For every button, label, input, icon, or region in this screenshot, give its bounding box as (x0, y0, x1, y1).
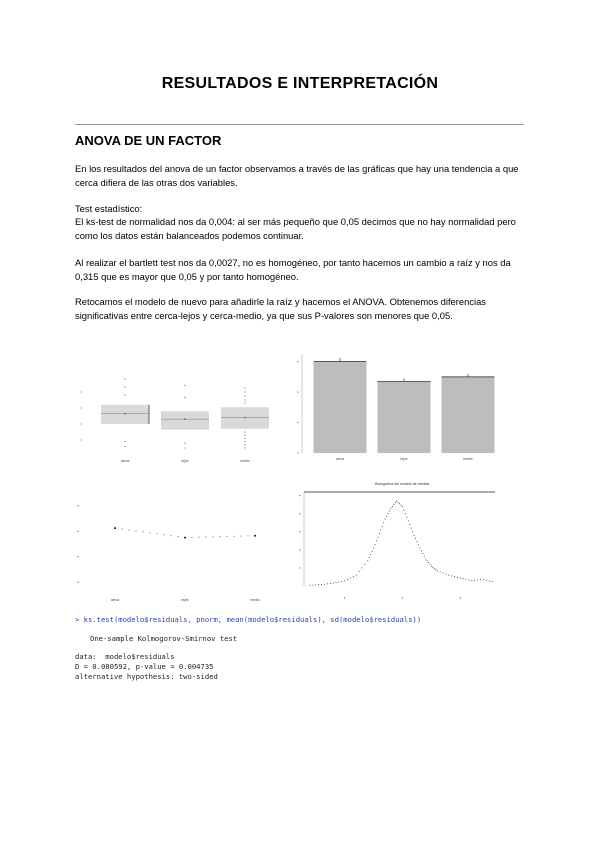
density-dot (369, 557, 370, 558)
test-label: Test estadístico: (75, 203, 143, 214)
bar-medio (442, 377, 495, 453)
bar-chart-figure (288, 350, 508, 475)
outlier-point (244, 395, 245, 396)
y-tick-mark (297, 361, 298, 362)
box-lejos (161, 411, 209, 429)
trend-dot (178, 536, 179, 537)
console-command: > ks.test(modelo$residuals, pnorm, mean(modelo$residuals), sd(modelo$residuals)) (75, 615, 422, 624)
density-dot (379, 533, 380, 534)
mean-point-cerca (124, 413, 126, 415)
section-heading: ANOVA DE UN FACTOR (75, 133, 222, 148)
density-dot (434, 568, 435, 569)
trend-dot (199, 537, 200, 538)
density-dot (419, 548, 420, 549)
means-plot-figure (75, 487, 285, 612)
density-dot (356, 575, 357, 576)
outlier-point (124, 395, 125, 396)
density-dot (477, 580, 478, 581)
x-tick-cerca: cerca (120, 459, 130, 463)
density-dot (392, 506, 393, 507)
density-dot (429, 564, 430, 565)
y-tick-mark (299, 513, 300, 514)
x-tick-lejos: lejos (400, 457, 408, 461)
density-dot (399, 503, 400, 504)
x-tick-medio: medio (250, 598, 260, 602)
density-dot (409, 524, 410, 525)
outlier-point (124, 441, 125, 442)
density-dot (386, 516, 387, 517)
density-dot (422, 553, 423, 554)
outlier-point (244, 399, 245, 400)
density-dot (466, 579, 467, 580)
density-dot (424, 556, 425, 557)
density-dot (398, 502, 399, 503)
density-dot (373, 548, 374, 549)
density-dot (327, 583, 328, 584)
outlier-point (244, 441, 245, 442)
x-tick-lejos: lejos (181, 459, 189, 463)
boxplot-figure (75, 358, 285, 478)
x-tick-mark (344, 597, 345, 598)
density-dot (376, 540, 377, 541)
bar-lejos (378, 381, 431, 453)
y-tick-mark (299, 495, 300, 496)
outlier-point (124, 387, 125, 388)
density-dot (401, 505, 402, 506)
trend-dot (241, 536, 242, 537)
density-dot (350, 578, 351, 579)
y-tick-mark (297, 452, 298, 453)
density-dot (408, 520, 409, 521)
outlier-point (124, 379, 125, 380)
trend-dot (171, 535, 172, 536)
density-dot (457, 577, 458, 578)
density-dot (390, 508, 391, 509)
outlier-point (124, 446, 125, 447)
y-tick-mark (77, 505, 78, 506)
trend-dot (164, 534, 165, 535)
ks-test-paragraph: El ks-test de normalidad nos da 0,004: al ser más pequeño que 0,05 decimos que no hay normalidad pero como los datos están balanceados podemos continuar. (75, 216, 516, 241)
trend-dot (213, 536, 214, 537)
density-dot (411, 528, 412, 529)
density-dot (463, 578, 464, 579)
density-dot (377, 537, 378, 538)
density-dot (421, 550, 422, 551)
density-dot (315, 584, 316, 585)
trend-dot (150, 532, 151, 533)
trend-dot (227, 536, 228, 537)
y-tick-mark (77, 582, 78, 583)
bartlett-paragraph: Al realizar el bartlett test nos da 0,0027, no es homogéneo, por tanto hacemos un cambio a raíz y nos da 0,315 que es mayor que 0,05 y por tanto homogéneo. (75, 257, 511, 282)
density-dot (336, 582, 337, 583)
density-dot (395, 502, 396, 503)
density-dot (370, 554, 371, 555)
outlier-point (244, 431, 245, 432)
density-dot (442, 572, 443, 573)
density-dot (412, 531, 413, 532)
trend-dot (122, 529, 123, 530)
trend-dot (220, 536, 221, 537)
mean-point-medio (244, 417, 246, 419)
density-dot (364, 564, 365, 565)
density-dot (454, 576, 455, 577)
density-dot (310, 585, 311, 586)
outlier-point (244, 444, 245, 445)
density-dot (385, 519, 386, 520)
density-dot (347, 579, 348, 580)
y-tick-mark (77, 531, 78, 532)
density-dot (480, 579, 481, 580)
density-dot (468, 579, 469, 580)
y-tick-mark (297, 422, 298, 423)
density-dot (432, 567, 433, 568)
x-tick-cerca: cerca (335, 457, 345, 461)
density-dot (435, 569, 436, 570)
density-dot (460, 578, 461, 579)
anova-paragraph: Retocamos el modelo de nuevo para añadirle la raíz y hacemos el ANOVA. Obtenemos diferencias significativas entre cerca-lejos y cerca-medio, ya que sus P-valores son menores que 0,05. (75, 296, 486, 321)
density-dot (375, 544, 376, 545)
outlier-point (184, 397, 185, 398)
density-dot (403, 510, 404, 511)
density-dot (440, 571, 441, 572)
density-dot (474, 580, 475, 581)
density-dot (330, 583, 331, 584)
mean-point-cerca (114, 527, 116, 529)
density-dot (389, 510, 390, 511)
density-dot (318, 584, 319, 585)
x-tick-lejos: lejos (181, 598, 189, 602)
y-tick-mark (81, 424, 82, 425)
y-tick-mark (81, 392, 82, 393)
y-tick-mark (81, 440, 82, 441)
density-dot (448, 575, 449, 576)
density-dot (353, 576, 354, 577)
title-divider (75, 124, 524, 125)
histogram-figure (290, 478, 505, 610)
y-tick-mark (81, 408, 82, 409)
y-tick-mark (299, 567, 300, 568)
density-dot (396, 501, 397, 502)
intro-paragraph: En los resultados del anova de un factor observamos a través de las gráficas que hay una tendencia a que cerca difiera de las otras dos variables. (75, 163, 519, 188)
density-dot (333, 583, 334, 584)
density-dot (406, 517, 407, 518)
density-dot (344, 580, 345, 581)
mean-point-lejos (184, 418, 186, 420)
x-tick-medio: medio (463, 457, 473, 461)
trend-dot (136, 530, 137, 531)
outlier-point (244, 391, 245, 392)
density-dot (427, 560, 428, 561)
density-dot (414, 535, 415, 536)
console-stat-line: D = 0.080592, p-value = 0.004735 (75, 662, 214, 671)
density-dot (367, 560, 368, 561)
bar-cerca (314, 362, 367, 453)
density-dot (372, 551, 373, 552)
outlier-point (184, 447, 185, 448)
outlier-point (244, 435, 245, 436)
console-alt-line: alternative hypothesis: two-sided (75, 672, 218, 681)
trend-dot (143, 531, 144, 532)
density-dot (324, 584, 325, 585)
x-tick-medio: medio (240, 459, 250, 463)
histogram-title: Histograma del modelo de medias (374, 482, 430, 486)
density-dot (428, 562, 429, 563)
outlier-point (244, 438, 245, 439)
console-data-line: data: modelo$residuals (75, 652, 175, 661)
density-dot (415, 538, 416, 539)
density-dot (341, 581, 342, 582)
trend-dot (206, 537, 207, 538)
density-dot (388, 513, 389, 514)
y-tick-mark (299, 549, 300, 550)
x-tick-cerca: cerca (110, 598, 120, 602)
density-dot (382, 526, 383, 527)
outlier-point (244, 447, 245, 448)
density-dot (362, 567, 363, 568)
density-dot (418, 544, 419, 545)
density-dot (451, 575, 452, 576)
density-dot (486, 580, 487, 581)
x-tick-mark (402, 597, 403, 598)
outlier-point (244, 403, 245, 404)
density-dot (321, 584, 322, 585)
density-dot (405, 513, 406, 514)
density-dot (471, 580, 472, 581)
y-tick-mark (77, 556, 78, 557)
y-tick-mark (297, 391, 298, 392)
trend-dot (248, 535, 249, 536)
density-dot (483, 579, 484, 580)
trend-dot (157, 533, 158, 534)
density-dot (380, 529, 381, 530)
density-dot (445, 574, 446, 575)
density-dot (489, 580, 490, 581)
density-dot (492, 581, 493, 582)
trend-dot (129, 529, 130, 530)
density-dot (312, 585, 313, 586)
density-dot (425, 558, 426, 559)
density-dot (359, 571, 360, 572)
density-dot (383, 522, 384, 523)
page-title: RESULTADOS E INTERPRETACIÓN (161, 75, 439, 92)
outlier-point (184, 443, 185, 444)
density-dot (402, 506, 403, 507)
density-dot (338, 582, 339, 583)
x-tick-mark (460, 597, 461, 598)
density-dot (393, 504, 394, 505)
density-dot (431, 566, 432, 567)
console-test-title: One-sample Kolmogorov-Smirnov test (90, 634, 238, 643)
mean-point-lejos (184, 537, 186, 539)
outlier-point (184, 385, 185, 386)
density-dot (416, 541, 417, 542)
y-tick-mark (299, 531, 300, 532)
trend-dot (192, 537, 193, 538)
outlier-point (244, 387, 245, 388)
mean-point-medio (254, 535, 256, 537)
trend-dot (234, 536, 235, 537)
density-dot (437, 570, 438, 571)
